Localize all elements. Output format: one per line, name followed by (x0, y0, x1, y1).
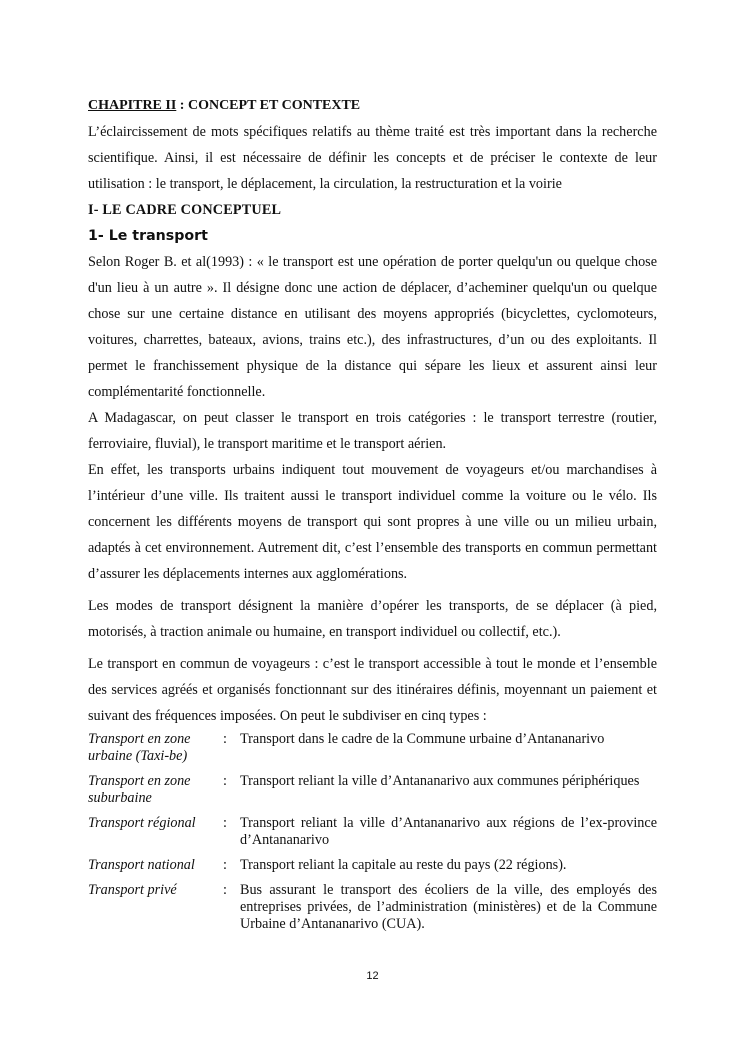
type-separator: : (223, 857, 227, 873)
paragraph-definition: Selon Roger B. et al(1993) : « le transport est une opération de porter quelqu'un ou quelque chose d'un lieu à un autre ». Il désigne donc une action de déplacer, d’acheminer quelqu'un ou quelque chose sur une certaine distance en utilisant des moyens appropriés (bicyclettes, cyclomoteurs, voitures, charrettes, bateaux, avions, trains etc.), des infrastructures, d’un ou des exploitants. Il permet le franchissement physique de la distance qui sépare les lieux et assurent ainsi leur complémentarité fonctionnelle. (88, 254, 657, 400)
page-number: 12 (366, 970, 379, 982)
paragraph-madagascar: A Madagascar, on peut classer le transport en trois catégories : le transport terrestre (routier, ferroviaire, fluvial), le transport maritime et le transport aérien. (88, 410, 657, 452)
type-description: Transport dans le cadre de la Commune urbaine d’Antananarivo (240, 731, 605, 747)
transport-types-list (88, 731, 657, 933)
document-page (88, 93, 657, 941)
type-name: Transport privé (88, 882, 177, 898)
type-separator: : (223, 815, 227, 831)
section-title: I- LE CADRE CONCEPTUEL (88, 202, 282, 218)
type-description: Transport reliant la ville d’Antananarivo aux communes périphériques (240, 773, 640, 789)
type-description: Bus assurant le transport des écoliers de la ville, des employés des entreprises privées, de l’administration (ministères) et de la Commune Urbaine d’Antananarivo (CUA). (240, 882, 657, 932)
type-name: Transport régional (88, 815, 196, 831)
paragraph-urban-transport: En effet, les transports urbains indiquent tout mouvement de voyageurs et/ou marchandises à l’intérieur d’une ville. Ils traitent aussi le transport individuel comme la voiture ou le vélo. Ils concernent les différents moyens de transport qui sont propres à une ville ou un milieu urbain, adaptés à cet environnement. Autrement dit, c’est l’ensemble des transports en commun permettant d’assurer les déplacements internes aux agglomérations. (88, 462, 657, 582)
type-separator: : (223, 773, 227, 789)
type-name: Transport en zone suburbaine (88, 773, 191, 806)
chapter-heading-text: : CONCEPT ET CONTEXTE (176, 98, 361, 113)
type-separator: : (223, 731, 227, 747)
paragraph-public-transport: Le transport en commun de voyageurs : c’est le transport accessible à tout le monde et l’ensemble des services agréés et organisés fonctionnant sur des itinéraires définis, moyennant un paiement et suivant des fréquences imposées. On peut le subdiviser en cinq types : (88, 656, 657, 724)
type-separator: : (223, 882, 227, 898)
intro-paragraph: L’éclaircissement de mots spécifiques relatifs au thème traité est très important dans la recherche scientifique. Ainsi, il est nécessaire de définir les concepts et de préciser le contexte de leur utilisation : le transport, le déplacement, la circulation, la restructuration et la voirie (88, 124, 657, 192)
list-item (88, 731, 657, 765)
chapter-title (88, 93, 657, 119)
chapter-label: CHAPITRE II (88, 98, 177, 113)
type-description: Transport reliant la ville d’Antananarivo aux régions de l’ex-province d’Antananarivo (240, 815, 657, 848)
list-item (88, 882, 657, 933)
type-name: Transport national (88, 857, 195, 873)
type-name: Transport en zone urbaine (Taxi-be) (88, 731, 191, 764)
type-description: Transport reliant la capitale au reste du pays (22 régions). (240, 857, 567, 873)
list-item (88, 857, 657, 874)
list-item (88, 815, 657, 849)
subsection-title: 1- Le transport (88, 228, 208, 244)
paragraph-transport-modes: Les modes de transport désignent la manière d’opérer les transports, de se déplacer (à pied, motorisés, à traction animale ou humaine, en transport individuel ou collectif, etc.). (88, 598, 657, 640)
list-item (88, 773, 657, 807)
